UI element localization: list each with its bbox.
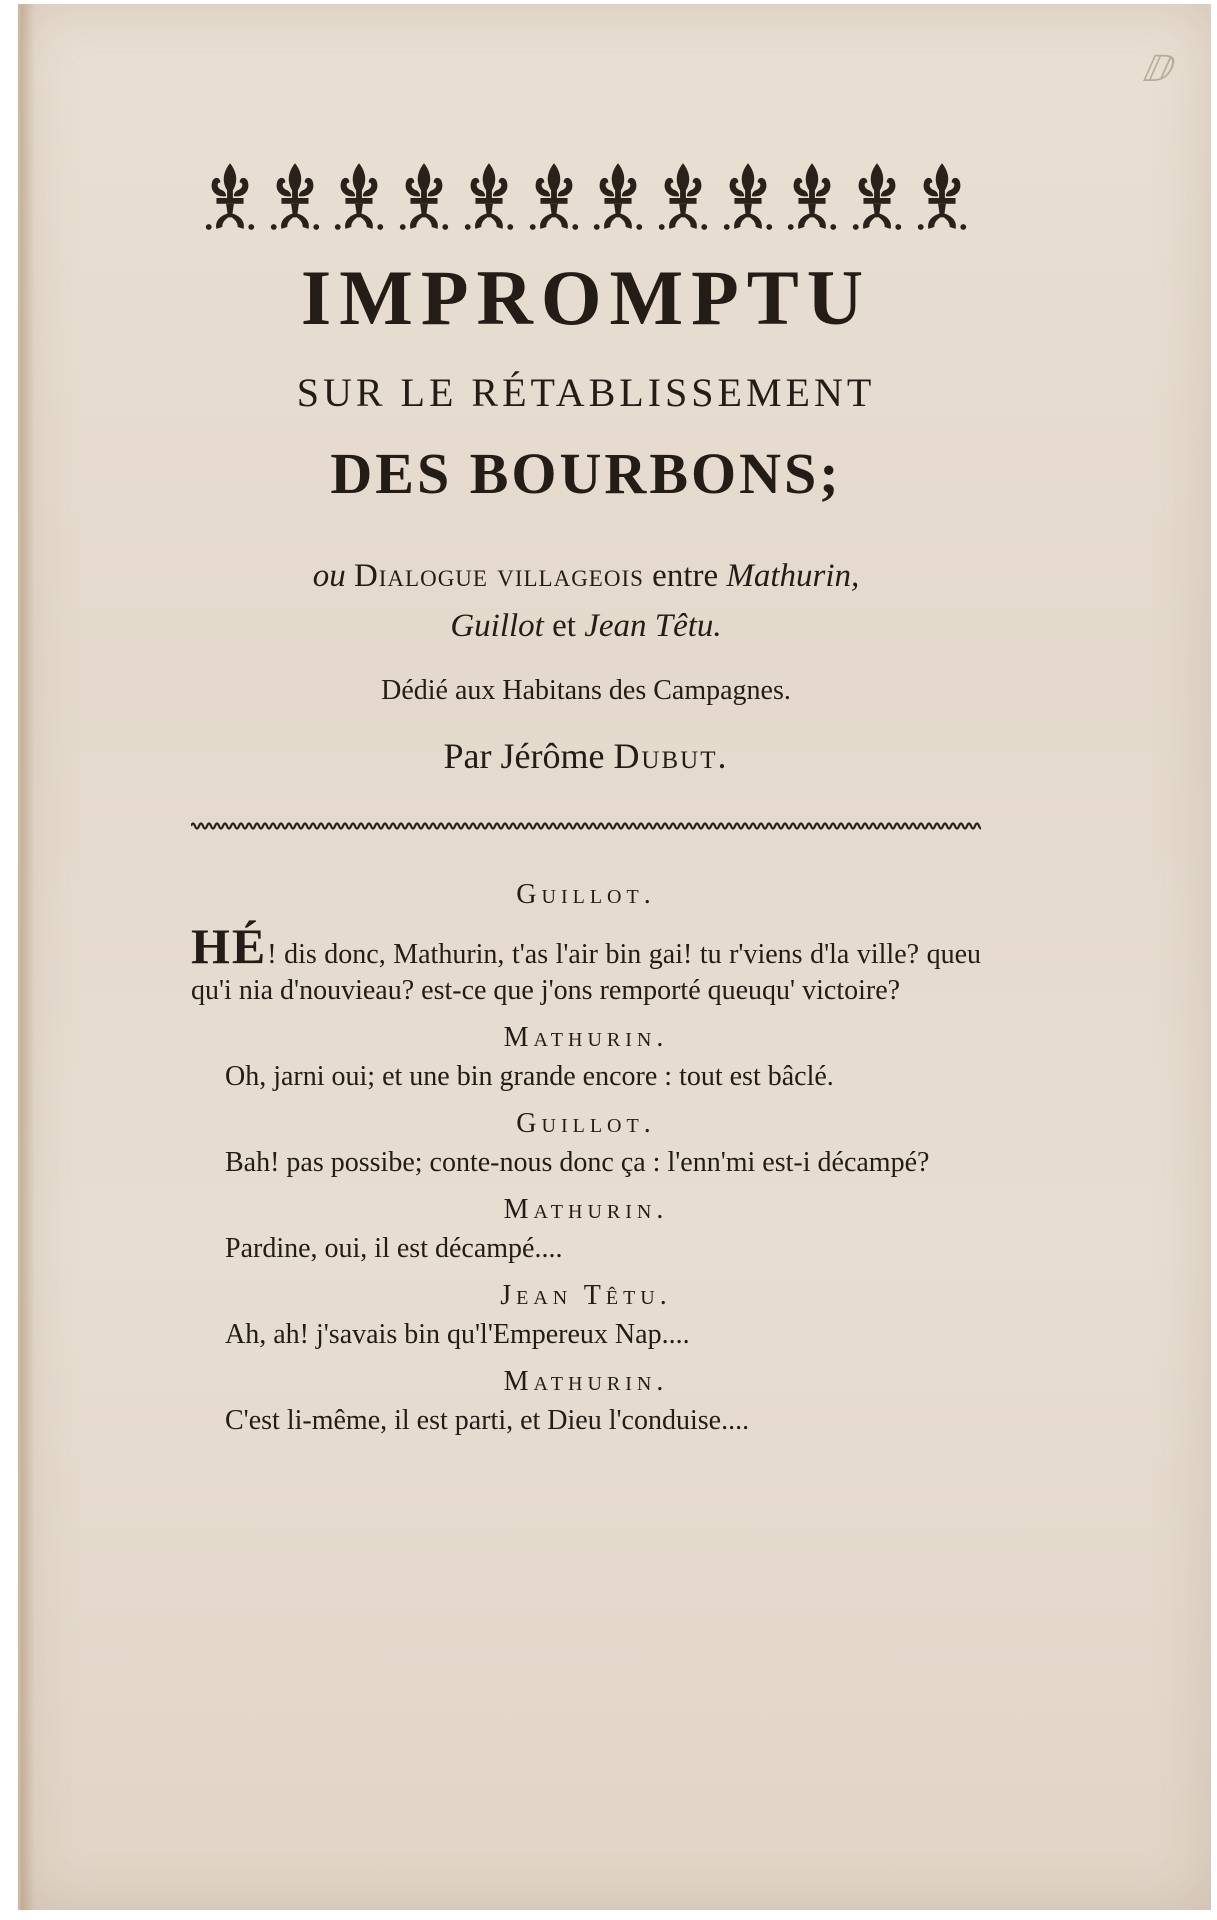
author-name: Dubut. <box>613 736 729 776</box>
fleur-de-lis-icon <box>330 159 388 237</box>
dialogue-ou: ou <box>312 558 346 594</box>
corner-pencil-mark: ⅅ <box>1141 49 1171 89</box>
speech-2: Oh, jarni oui; et une bin grande encore : tout est bâclé. <box>225 1061 834 1092</box>
speaker-mathurin: Mathurin. <box>503 1366 669 1397</box>
dialogue-name-guillot: Guillot <box>450 608 544 644</box>
dialogue-name-mathurin: Mathurin, <box>726 558 860 594</box>
speech-1-text: ! dis donc, Mathurin, t'as l'air bin gai! tu r'viens d'la ville? queu qu'i nia d'nouvieau? est-ce que j'ons remporté queuqu' victoire? <box>191 939 981 1006</box>
dialogue-word: Dialogue villageois <box>353 558 644 594</box>
fleur-de-lis-icon <box>266 159 324 237</box>
dedication: Dédié aux Habitans des Campagnes. <box>381 675 791 706</box>
fleur-de-lis-icon <box>848 159 906 237</box>
drop-cap: HÉ <box>191 918 268 974</box>
fleur-de-lis-icon <box>460 159 518 237</box>
speaker-mathurin: Mathurin. <box>503 1194 669 1225</box>
page-title-secondary: DES BOURBONS; <box>330 441 842 506</box>
fleur-de-lis-icon <box>783 159 841 237</box>
speech-1 <box>191 918 981 1009</box>
fleur-de-lis-icon <box>395 159 453 237</box>
speaker-mathurin: Mathurin. <box>503 1022 669 1053</box>
page-content <box>191 159 981 1445</box>
speaker-guillot: Guillot. <box>516 879 656 910</box>
author-prefix: Par Jérôme <box>443 736 605 776</box>
fleur-de-lis-icon <box>719 159 777 237</box>
page-subtitle: SUR LE RÉTABLISSEMENT <box>296 370 876 415</box>
fleur-de-lis-icon <box>589 159 647 237</box>
fleur-de-lis-icon <box>201 159 259 237</box>
dialogue-scene <box>191 876 981 1439</box>
fleur-de-lis-icon <box>654 159 712 237</box>
speech-3: Bah! pas possibe; conte-nous donc ça : l'enn'mi est-i décampé? <box>225 1147 930 1178</box>
book-page <box>18 4 1211 1910</box>
speech-6: C'est li-même, il est parti, et Dieu l'conduise.... <box>225 1405 750 1436</box>
speaker-guillot: Guillot. <box>516 1108 656 1139</box>
page-title: IMPROMPTU <box>300 254 872 341</box>
wavy-divider-rule <box>191 819 981 833</box>
dialogue-et: et <box>552 608 576 644</box>
author-line <box>191 735 981 777</box>
fleur-de-lis-icon <box>525 159 583 237</box>
speaker-jean-tetu: Jean Têtu. <box>500 1280 672 1311</box>
dialogue-name-jean-tetu: Jean Têtu. <box>584 608 722 644</box>
speech-4: Pardine, oui, il est décampé.... <box>225 1233 563 1264</box>
fleur-de-lis-icon <box>913 159 971 237</box>
fleur-de-lis-ornament-band <box>201 159 971 239</box>
dialogue-entre: entre <box>652 558 719 594</box>
speech-5: Ah, ah! j'savais bin qu'l'Empereux Nap.... <box>225 1319 690 1350</box>
dialogue-description <box>191 551 981 651</box>
